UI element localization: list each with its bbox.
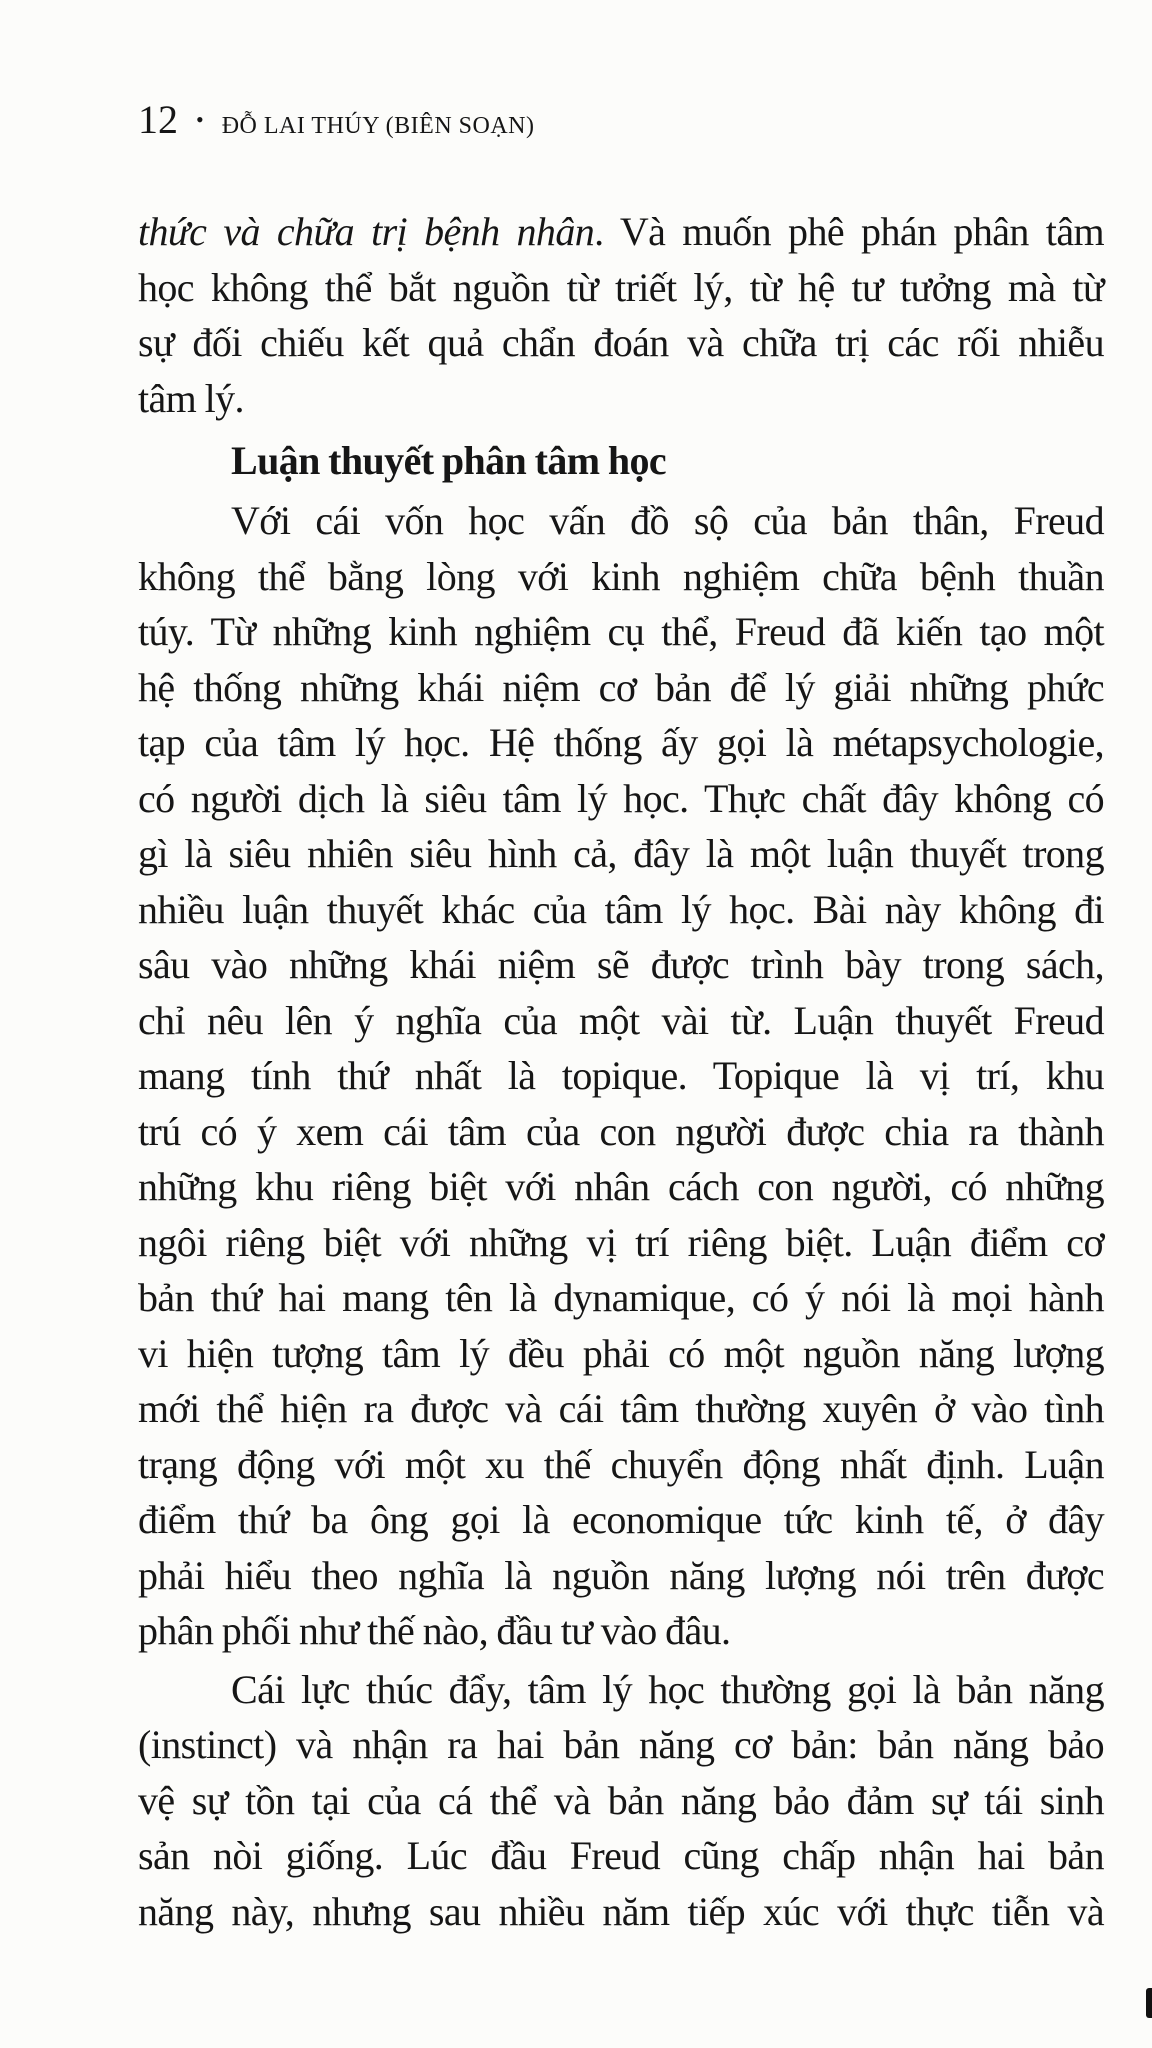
text-line: nhiều luận thuyết khác của tâm lý học. Bài này không đi <box>138 886 1104 932</box>
text-line: không thể bằng lòng với kinh nghiệm chữa bệnh thuần <box>138 553 1104 599</box>
page-edge-mark <box>1146 1988 1152 2018</box>
text-line: những khu riêng biệt với nhân cách con người, có những <box>138 1164 1104 1209</box>
text-line: túy. Từ những kinh nghiệm cụ thể, Freud đã kiến tạo một <box>138 609 1104 654</box>
text-span: . Và muốn phê phán phân tâm <box>594 209 1104 254</box>
text-line: hệ thống những khái niệm cơ bản để lý giải những phức <box>138 664 1104 710</box>
text-line: phân phối như thế nào, đầu tư vào đâu. <box>138 1608 731 1653</box>
text-line: học không thể bắt nguồn từ triết lý, từ hệ tư tưởng mà từ <box>138 264 1104 310</box>
text-line: phải hiểu theo nghĩa là nguồn năng lượng nói trên được <box>138 1552 1104 1598</box>
running-header <box>138 96 535 143</box>
paragraph <box>138 1662 1104 1940</box>
bullet-separator: • <box>196 107 204 132</box>
page-body <box>138 204 1104 1942</box>
text-line: tâm lý. <box>138 375 244 421</box>
paragraphs <box>138 493 1104 1939</box>
italic-phrase: thức và chữa trị bệnh nhân <box>138 209 595 254</box>
text-line: mới thể hiện ra được và cái tâm thường xuyên ở vào tình <box>138 1386 1104 1431</box>
text-line: sâu vào những khái niệm sẽ được trình bày trong sách, <box>138 942 1104 987</box>
text-line: sự đối chiếu kết quả chẩn đoán và chữa trị các rối nhiễu <box>138 320 1104 365</box>
text-line: năng này, nhưng sau nhiều năm tiếp xúc với thực tiễn và <box>138 1888 1104 1934</box>
continuation-paragraph <box>138 204 1104 426</box>
text-line: Với cái vốn học vấn đồ sộ của bản thân, Freud <box>231 498 1104 543</box>
paragraph <box>138 493 1104 1659</box>
text-line: có người dịch là siêu tâm lý học. Thực chất đây không có <box>138 775 1104 821</box>
text-line: trạng động với một xu thế chuyển động nhất định. Luận <box>138 1441 1104 1487</box>
text-line: tạp của tâm lý học. Hệ thống ấy gọi là métapsychologie, <box>138 720 1104 765</box>
text-line: vệ sự tồn tại của cá thể và bản năng bảo đảm sự tái sinh <box>138 1777 1104 1823</box>
text-line: ngôi riêng biệt với những vị trí riêng biệt. Luận điểm cơ <box>138 1219 1104 1265</box>
page-number: 12 <box>138 97 178 142</box>
text-line: sản nòi giống. Lúc đầu Freud cũng chấp nhận hai bản <box>138 1833 1104 1878</box>
text-line: vi hiện tượng tâm lý đều phải có một nguồn năng lượng <box>138 1330 1104 1376</box>
section-heading: Luận thuyết phân tâm học <box>231 438 667 483</box>
text-line: Cái lực thúc đẩy, tâm lý học thường gọi là bản năng <box>231 1666 1104 1712</box>
text-line: mang tính thứ nhất là topique. Topique là vị trí, khu <box>138 1053 1104 1098</box>
text-line: điểm thứ ba ông gọi là economique tức kinh tế, ở đây <box>138 1497 1104 1542</box>
text-line: trú có ý xem cái tâm của con người được chia ra thành <box>138 1108 1104 1154</box>
text-line: chỉ nêu lên ý nghĩa của một vài từ. Luận thuyết Freud <box>138 997 1104 1043</box>
text-line: gì là siêu nhiên siêu hình cả, đây là một luận thuyết trong <box>138 831 1104 876</box>
text-line <box>138 204 1104 260</box>
text-line: bản thứ hai mang tên là dynamique, có ý nói là mọi hành <box>138 1275 1104 1320</box>
running-title: ĐỖ LAI THÚY (BIÊN SOẠN) <box>221 113 535 139</box>
text-line: (instinct) và nhận ra hai bản năng cơ bản: bản năng bảo <box>138 1722 1104 1767</box>
